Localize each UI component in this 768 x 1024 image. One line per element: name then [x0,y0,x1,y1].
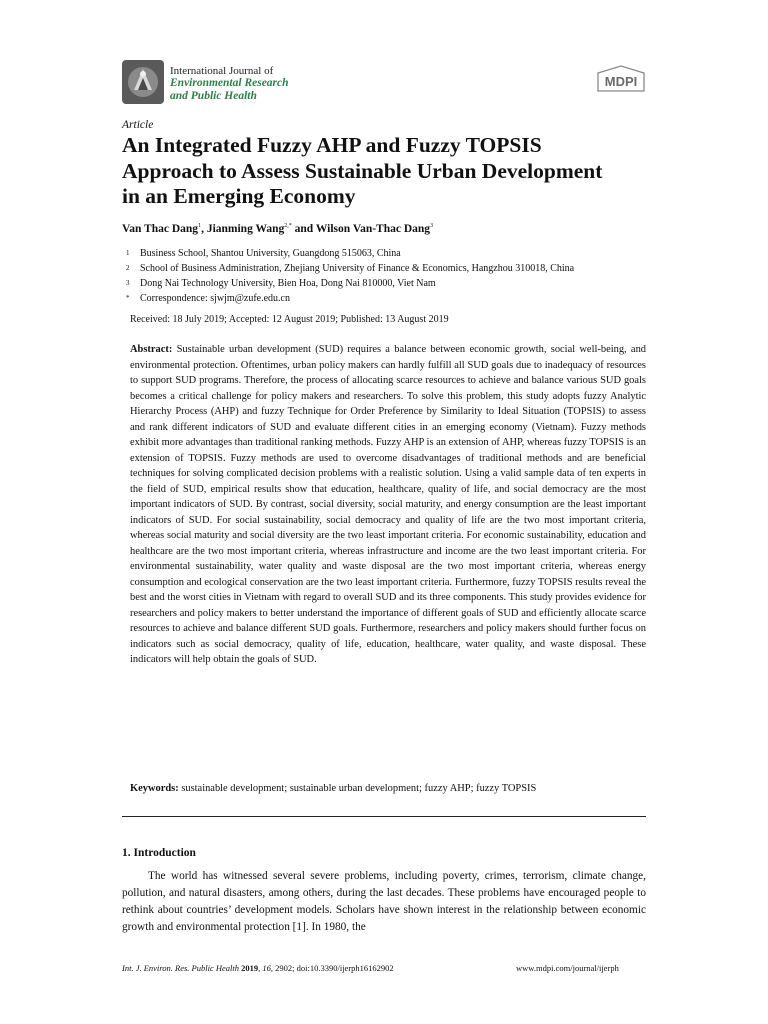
abstract-text: Sustainable urban development (SUD) requires a balance between economic growth, social well-being, and environmental protection. Oftentimes, urban policy makers can hardly fulfill all SUD goals due to inadequacy of resources to support SUD programs. Therefore, the process of allocating scarce resources to achieve and balance various SUD goals becomes a critical challenge for policy makers and researchers. To solve this problem, this study adopts fuzzy Analytic Hierarchy Process (AHP) and fuzzy Technique for Order Preference by Similarity to Ideal Situation (TOPSIS) to assess and rank different indicators of SUD and evaluate different cities in an emerging economy (Vietnam). Fuzzy methods exhibit more advantages than traditional ranking methods. Fuzzy AHP is an extension of AHP, whereas fuzzy TOPSIS is an extension of TOPSIS. Fuzzy methods are used to overcome disadvantages of traditional methods and are beneficial techniques for solving complicated decision problems with a realistic solution. Using a valid sample data of ten experts in the field of SUD, empirical results show that education, healthcare, quality of life, and social democracy are the most important indicators of SUD. By contrast, social diversity, social maturity, and energy consumption are the least important indicators of SUD. For social sustainability, social democracy and quality of life are the two most important criteria, whereas social maturity and social diversity are the two least important criteria. For economic sustainability, education and healthcare are the two most important criteria, whereas infrastructure and income are the two least important criteria. For environmental sustainability, water quality and waste disposal are the two most important criteria, whereas energy consumption and ecological conservation are the two least important criteria. Furthermore, fuzzy TOPSIS results reveal the best and the worst cities in Vietnam with regard to overall SUD and its three components. This study provides evidence for researchers and policy makers to better understand the importance of different goals of SUD and efficiently allocate scarce resources to achieve and balance different SUD goals. Furthermore, researchers and policy makers should further focus on indicators such as social democracy, quality of life, education, healthcare, water quality, and waste disposal. These indicators will help obtain the goals of SUD. [130,344,647,665]
abstract-label: Abstract: [130,344,173,355]
author-affil-mark: 2,* [284,223,292,230]
publisher-logo [594,64,648,94]
affiliation-item [126,276,574,291]
journal-name-line2: Environmental Research [170,77,289,89]
footer-journal-abbrev: Int. J. Environ. Res. Public Health [122,963,240,973]
keywords [130,783,646,794]
article-title [122,133,662,210]
affiliation-item [126,261,574,276]
author-name: Wilson Van-Thac Dang [315,223,431,235]
publication-dates: Received: 18 July 2019; Accepted: 12 August 2019; Published: 13 August 2019 [130,314,449,325]
correspondence-mark: * [126,294,130,302]
author-list [122,223,433,235]
author-separator: , [201,223,207,235]
author-affil-mark: 3 [430,223,434,230]
affiliation-number: 3 [126,279,130,287]
affiliation-number: 1 [126,249,130,257]
journal-name-line1: International Journal of [170,65,274,77]
footer-journal-url: www.mdpi.com/journal/ijerph [516,963,619,973]
title-line: Approach to Assess Sustainable Urban Development [122,158,603,183]
abstract [130,342,646,668]
publisher-name: MDPI [604,74,638,89]
author-separator: and [291,223,316,235]
affiliation-text: Business School, Shantou University, Guangdong 515063, China [140,248,401,259]
footer-volume: 16 [262,963,271,973]
article-type: Article [122,119,154,131]
keywords-text: sustainable development; sustainable urban development; fuzzy AHP; fuzzy TOPSIS [181,783,537,794]
affiliation-text: Dong Nai Technology University, Bien Hoa, Dong Nai 810000, Viet Nam [140,278,436,289]
author-name: Jianming Wang [206,223,285,235]
keywords-label: Keywords: [130,783,179,794]
affiliation-number: 2 [126,264,130,272]
title-line: in an Emerging Economy [122,184,356,208]
author-name: Van Thac Dang [122,223,199,235]
affiliation-text: School of Business Administration, Zhejiang University of Finance & Economics, Hangzhou 310018, China [140,263,575,274]
correspondence-text: Correspondence: sjwjm@zufe.edu.cn [140,293,290,304]
author-affil-mark: 1 [198,223,202,230]
affiliation-item [126,246,574,261]
footer-citation: Int. J. Environ. Res. Public Health 2019, 16, 2902; doi:10.3390/ijerph16162902 [122,963,394,973]
footer-doi: , 2902; doi:10.3390/ijerph16162902 [270,963,394,973]
title-line: An Integrated Fuzzy AHP and Fuzzy TOPSIS [122,133,542,157]
journal-name-line3: and Public Health [170,90,257,102]
introduction-paragraph: The world has witnessed several severe problems, including poverty, crimes, terrorism, climate change, pollution, and natural disasters, among others, during the last decades. These problems have encouraged people to rethink about countries’ development models. Scholars have shown interest in the relationship between economic growth and environmental protection [1]. In 1980, the [122,870,646,933]
correspondence-item [126,291,574,306]
section-divider [122,816,646,817]
journal-logo-icon [122,60,164,104]
section-heading: 1. Introduction [122,847,196,859]
affiliation-list [126,246,574,306]
footer-year: 2019 [241,963,259,973]
